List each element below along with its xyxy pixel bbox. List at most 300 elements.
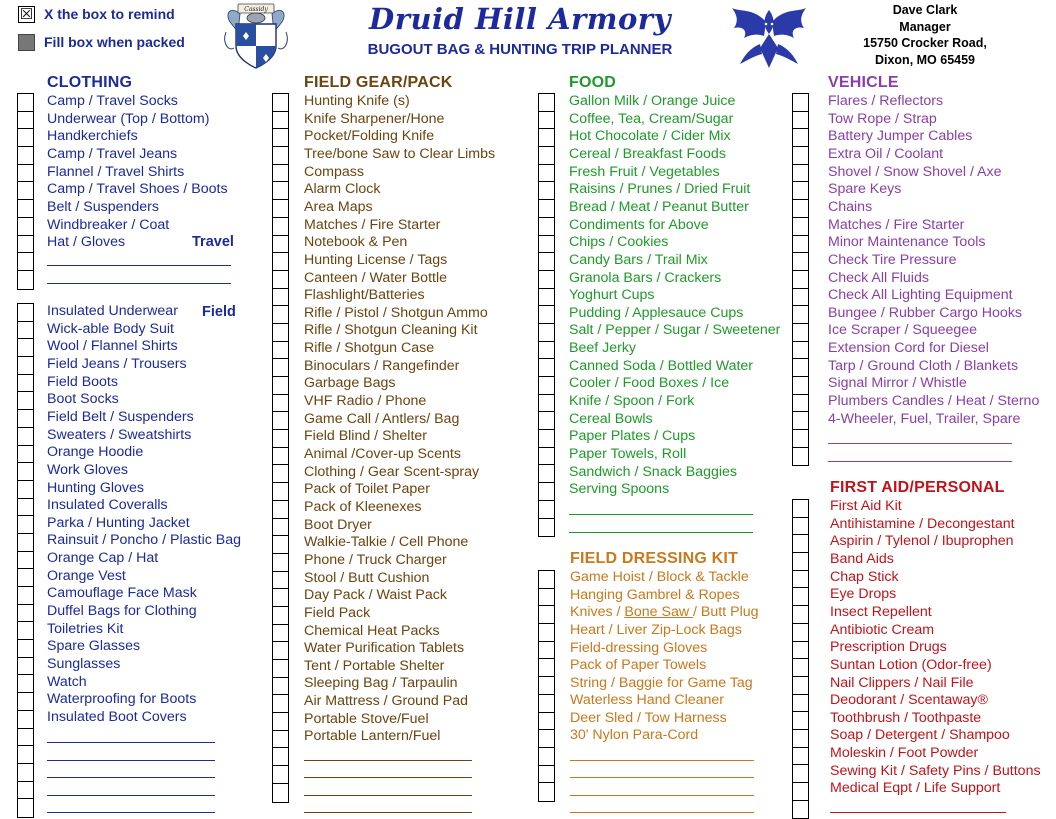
list-item: Canned Soda / Bottled Water — [569, 357, 754, 374]
list-item: Chemical Heat Packs — [304, 622, 440, 639]
contact-role: Manager — [899, 19, 951, 34]
list-item: Insect Repellent — [830, 603, 932, 620]
write-in-line[interactable] — [569, 532, 753, 533]
field-dressing-checkboxes[interactable] — [538, 570, 555, 802]
list-item: Fresh Fruit / Vegetables — [569, 163, 720, 180]
checkbox[interactable] — [793, 129, 808, 147]
list-item: 30' Nylon Para-Cord — [570, 727, 699, 743]
checkbox[interactable] — [539, 377, 554, 395]
butt-plug-text: / Butt Plug — [693, 604, 759, 620]
checkbox[interactable] — [793, 200, 808, 218]
list-item: Extension Cord for Diesel — [828, 340, 989, 357]
write-in-line[interactable] — [47, 812, 215, 813]
list-item: Candy Bars / Trail Mix — [569, 251, 708, 268]
list-item: Waterless Hand Cleaner — [570, 692, 725, 708]
checkbox[interactable] — [539, 501, 554, 519]
legend-packed — [18, 32, 185, 52]
checkbox[interactable] — [18, 428, 33, 446]
list-item: Orange Vest — [47, 567, 126, 584]
checkbox[interactable] — [793, 695, 808, 713]
checkbox[interactable] — [539, 271, 554, 289]
checkbox[interactable] — [539, 129, 554, 147]
checkbox[interactable] — [539, 766, 554, 784]
checkbox[interactable] — [18, 200, 33, 218]
list-item: Sunglasses — [47, 656, 121, 672]
checkbox[interactable] — [273, 483, 288, 501]
list-item: Orange Cap / Hat — [47, 550, 159, 567]
list-item: Eye Drops — [830, 586, 897, 603]
checkbox[interactable] — [18, 622, 33, 640]
checkbox[interactable] — [793, 500, 808, 518]
checkbox[interactable] — [539, 324, 554, 342]
checkbox[interactable] — [273, 253, 288, 271]
checkbox[interactable] — [539, 94, 554, 112]
checkbox[interactable] — [793, 395, 808, 413]
field-gear-checkboxes[interactable] — [272, 93, 289, 803]
checkbox[interactable] — [18, 410, 33, 428]
checkbox[interactable] — [273, 554, 288, 572]
list-item: Check Tire Pressure — [828, 251, 957, 268]
checkbox[interactable] — [539, 713, 554, 731]
list-item: Portable Lantern/Fuel — [304, 728, 441, 745]
list-item: Sleeping Bag / Tarpaulin — [304, 675, 458, 692]
write-in-line[interactable] — [47, 760, 215, 761]
write-in-line[interactable] — [304, 812, 472, 813]
clothing-travel-checkboxes[interactable] — [17, 93, 34, 290]
list-item: Watch — [47, 673, 87, 690]
checkbox[interactable] — [273, 165, 288, 183]
list-item: Bread / Meat / Peanut Butter — [569, 198, 749, 215]
list-item: Binoculars / Rangefinder — [304, 357, 460, 374]
checkbox[interactable] — [793, 94, 808, 112]
list-item: Shovel / Snow Shovel / Axe — [828, 163, 1002, 180]
list-item: Hunting Gloves — [47, 479, 144, 496]
checkbox[interactable] — [18, 693, 33, 711]
list-item: Prescription Drugs — [830, 639, 947, 656]
checkbox[interactable] — [18, 236, 33, 254]
checkbox[interactable] — [273, 731, 288, 749]
list-item: Wool / Flannel Shirts — [47, 338, 178, 355]
list-item: Toiletries Kit — [47, 620, 124, 637]
list-item: Field-dressing Gloves — [570, 640, 708, 656]
checkbox[interactable] — [273, 695, 288, 713]
checkbox[interactable] — [539, 342, 554, 360]
checkbox[interactable] — [18, 218, 33, 236]
first-aid-header: FIRST AID/PERSONAL — [830, 479, 1005, 496]
list-item: Stool / Butt Cushion — [304, 569, 430, 586]
list-item: Garbage Bags — [304, 375, 396, 392]
checkbox[interactable] — [793, 783, 808, 801]
list-item: Game Call / Antlers/ Bag — [304, 410, 460, 427]
checkbox[interactable] — [539, 395, 554, 413]
checkbox[interactable] — [793, 165, 808, 183]
list-item: Hunting License / Tags — [304, 251, 448, 268]
list-item: Spare Glasses — [47, 638, 141, 655]
checkbox[interactable] — [793, 412, 808, 430]
checkbox[interactable] — [793, 289, 808, 307]
checkbox[interactable] — [539, 465, 554, 483]
checkbox[interactable] — [273, 660, 288, 678]
checkbox[interactable] — [793, 553, 808, 571]
list-item: Insulated Coveralls — [47, 497, 168, 514]
write-in-line[interactable] — [47, 777, 215, 778]
field-tag: Field — [202, 304, 236, 320]
checkbox[interactable] — [18, 675, 33, 693]
page-title: Druid Hill Armory — [369, 2, 671, 36]
checkbox[interactable] — [793, 642, 808, 660]
checkbox[interactable] — [273, 501, 288, 519]
list-item: Belt / Suspenders — [47, 198, 159, 215]
checkbox[interactable] — [793, 712, 808, 730]
checkbox[interactable] — [18, 569, 33, 587]
checkbox[interactable] — [273, 536, 288, 554]
list-item: Camp / Travel Socks — [47, 93, 178, 109]
checkbox[interactable] — [273, 572, 288, 590]
checkbox[interactable] — [18, 253, 33, 271]
list-item: Chap Stick — [830, 568, 899, 585]
list-item: Work Gloves — [47, 461, 128, 478]
checkbox[interactable] — [18, 392, 33, 410]
list-item: First Aid Kit — [830, 498, 902, 514]
checkbox[interactable] — [793, 342, 808, 360]
checkbox[interactable] — [18, 129, 33, 147]
checkbox[interactable] — [793, 588, 808, 606]
contact-block — [845, 2, 1005, 68]
checkbox[interactable] — [273, 147, 288, 165]
list-item: Yoghurt Cups — [569, 287, 655, 304]
checkbox[interactable] — [273, 218, 288, 236]
checkbox[interactable] — [18, 799, 33, 817]
list-item: Sandwich / Snack Baggies — [569, 463, 737, 480]
checkbox[interactable] — [539, 359, 554, 377]
checkbox[interactable] — [18, 339, 33, 357]
list-item: Matches / Fire Starter — [828, 216, 965, 233]
list-item: Compass — [304, 163, 364, 180]
checkbox[interactable] — [539, 519, 554, 537]
list-item: Antibiotic Cream — [830, 621, 935, 638]
checkbox[interactable] — [539, 306, 554, 324]
checkbox[interactable] — [18, 729, 33, 747]
checkbox[interactable] — [539, 748, 554, 766]
write-in-line[interactable] — [828, 461, 1012, 462]
checkbox[interactable] — [18, 94, 33, 112]
checkbox[interactable] — [18, 322, 33, 340]
checkbox[interactable] — [793, 535, 808, 553]
checkbox[interactable] — [539, 218, 554, 236]
write-in-line[interactable] — [828, 443, 1012, 444]
checkbox[interactable] — [273, 430, 288, 448]
list-item: Paper Plates / Cups — [569, 428, 696, 445]
checkbox[interactable] — [273, 465, 288, 483]
checkbox[interactable] — [18, 711, 33, 729]
checkbox[interactable] — [18, 499, 33, 517]
checkbox[interactable] — [273, 412, 288, 430]
checkbox[interactable] — [273, 713, 288, 731]
checkbox[interactable] — [793, 236, 808, 254]
checkbox[interactable] — [18, 271, 33, 289]
field-dressing-header: FIELD DRESSING KIT — [570, 550, 739, 567]
list-item: Flashlight/Batteries — [304, 287, 425, 304]
checkbox[interactable] — [793, 182, 808, 200]
checkbox[interactable] — [793, 377, 808, 395]
dragon-logo — [730, 4, 808, 70]
checkbox[interactable] — [539, 182, 554, 200]
checkbox[interactable] — [273, 359, 288, 377]
checkbox[interactable] — [793, 730, 808, 748]
list-item: Tow Rope / Strap — [828, 110, 937, 127]
checkbox[interactable] — [273, 519, 288, 537]
list-item: Suntan Lotion (Odor-free) — [830, 656, 992, 673]
write-in-line[interactable] — [570, 795, 754, 796]
write-in-line[interactable] — [304, 795, 472, 796]
clothing-header: CLOTHING — [47, 74, 133, 91]
checkbox[interactable] — [273, 324, 288, 342]
list-item: Canteen / Water Bottle — [304, 269, 447, 286]
checkbox[interactable] — [539, 624, 554, 642]
checkbox[interactable] — [539, 659, 554, 677]
coat-of-arms-logo — [222, 2, 290, 72]
checkbox[interactable] — [18, 764, 33, 782]
checkbox[interactable] — [793, 306, 808, 324]
list-item: Plumbers Candles / Heat / Sterno — [828, 393, 1040, 410]
page-subtitle: BUGOUT BAG & HUNTING TRIP PLANNER — [367, 41, 673, 58]
list-item: Tent / Portable Shelter — [304, 657, 445, 674]
checkbox[interactable] — [539, 289, 554, 307]
checkbox[interactable] — [539, 448, 554, 466]
crest-motto: Cassidy — [244, 6, 268, 13]
checkbox[interactable] — [793, 606, 808, 624]
list-item: Minor Maintenance Tools — [828, 234, 986, 251]
list-item: Chips / Cookies — [569, 234, 669, 251]
checkbox[interactable] — [273, 625, 288, 643]
checkbox[interactable] — [273, 766, 288, 784]
list-item: Handkerchiefs — [47, 128, 138, 145]
list-item-knives — [570, 604, 759, 622]
list-item: Ice Scraper / Squeegee — [828, 322, 978, 339]
list-item: Pack of Paper Towels — [570, 657, 707, 673]
checkbox[interactable] — [18, 182, 33, 200]
list-item: Flares / Reflectors — [828, 93, 944, 109]
checkbox[interactable] — [793, 659, 808, 677]
checkbox[interactable] — [793, 765, 808, 783]
list-item: Rifle / Shotgun Case — [304, 340, 435, 357]
checkbox[interactable] — [273, 377, 288, 395]
list-item: Camp / Travel Shoes / Boots — [47, 181, 228, 198]
write-in-line[interactable] — [47, 265, 231, 266]
list-item: Chains — [828, 198, 873, 215]
checkbox[interactable] — [539, 430, 554, 448]
list-item: Game Hoist / Block & Tackle — [570, 569, 749, 585]
checkbox[interactable] — [539, 677, 554, 695]
list-item: Bungee / Rubber Cargo Hooks — [828, 304, 1023, 321]
list-item: Battery Jumper Cables — [828, 128, 973, 145]
contact-address: 15750 Crocker Road, — [863, 36, 987, 50]
checkbox[interactable] — [793, 571, 808, 589]
list-item: Rifle / Pistol / Shotgun Ammo — [304, 304, 488, 321]
list-item: Field Pack — [304, 604, 371, 621]
list-item: Duffel Bags for Clothing — [47, 603, 197, 620]
checkbox[interactable] — [539, 412, 554, 430]
checkbox[interactable] — [18, 375, 33, 393]
list-item: Portable Stove/Fuel — [304, 710, 429, 727]
checkbox[interactable] — [539, 695, 554, 713]
checkbox[interactable] — [793, 112, 808, 130]
checkbox[interactable] — [793, 218, 808, 236]
checkbox[interactable] — [793, 147, 808, 165]
checkbox[interactable] — [539, 730, 554, 748]
food-checkboxes[interactable] — [538, 93, 555, 537]
checkbox[interactable] — [539, 783, 554, 801]
list-item: Insulated Boot Covers — [47, 708, 187, 725]
checkbox[interactable] — [273, 289, 288, 307]
list-item: Heart / Liver Zip-Lock Bags — [570, 622, 742, 638]
checkbox[interactable] — [18, 165, 33, 183]
write-in-line[interactable] — [304, 777, 472, 778]
checkbox[interactable] — [273, 589, 288, 607]
checkbox[interactable] — [273, 182, 288, 200]
checkbox[interactable] — [18, 640, 33, 658]
checkbox[interactable] — [539, 606, 554, 624]
checkbox[interactable] — [273, 784, 288, 802]
write-in-line[interactable] — [570, 777, 754, 778]
list-item: Rifle / Shotgun Cleaning Kit — [304, 322, 478, 339]
checkbox[interactable] — [539, 165, 554, 183]
checkbox[interactable] — [273, 607, 288, 625]
list-item: Field Blind / Shelter — [304, 428, 428, 445]
checked-box-icon: ☒ — [19, 5, 34, 23]
checkbox[interactable] — [18, 746, 33, 764]
checkbox[interactable] — [273, 112, 288, 130]
checkbox[interactable] — [18, 112, 33, 130]
food-header: FOOD — [569, 74, 617, 91]
checkbox[interactable] — [539, 483, 554, 501]
checkbox[interactable] — [793, 677, 808, 695]
checkbox[interactable] — [18, 658, 33, 676]
checkbox[interactable] — [793, 518, 808, 536]
checkbox[interactable] — [18, 481, 33, 499]
checkbox[interactable] — [273, 678, 288, 696]
list-item: Soap / Detergent / Shampoo — [830, 727, 1010, 744]
checkbox[interactable] — [273, 642, 288, 660]
checkbox[interactable] — [793, 448, 808, 466]
write-in-line[interactable] — [47, 283, 231, 284]
checkbox[interactable] — [539, 236, 554, 254]
list-item: Animal /Cover-up Scents — [304, 446, 461, 462]
checkbox[interactable] — [273, 271, 288, 289]
list-item: Rainsuit / Poncho / Plastic Bag — [47, 532, 241, 549]
write-in-line[interactable] — [47, 795, 215, 796]
checkbox[interactable] — [793, 624, 808, 642]
checkbox[interactable] — [273, 748, 288, 766]
write-in-line[interactable] — [47, 742, 215, 743]
checkbox[interactable] — [273, 236, 288, 254]
list-item: Serving Spoons — [569, 481, 670, 498]
list-item: Medical Eqpt / Life Support — [830, 780, 1001, 797]
checkbox[interactable] — [539, 112, 554, 130]
checkbox[interactable] — [18, 605, 33, 623]
vehicle-checkboxes[interactable] — [792, 93, 809, 466]
checkbox[interactable] — [539, 571, 554, 589]
checkbox[interactable] — [18, 304, 33, 322]
write-in-line[interactable] — [569, 514, 753, 515]
list-item: Cereal Bowls — [569, 410, 653, 427]
list-item: Windbreaker / Coat — [47, 216, 170, 233]
clothing-field-checkboxes[interactable] — [17, 303, 34, 818]
write-in-line[interactable] — [570, 812, 754, 813]
list-item: Raisins / Prunes / Dried Fruit — [569, 181, 751, 198]
list-item: Pocket/Folding Knife — [304, 128, 435, 145]
list-item: Field Jeans / Trousers — [47, 355, 187, 372]
list-item: Spare Keys — [828, 181, 902, 198]
checkbox[interactable] — [18, 552, 33, 570]
checkbox[interactable] — [18, 147, 33, 165]
checkbox[interactable] — [18, 463, 33, 481]
checkbox[interactable] — [539, 589, 554, 607]
list-item: Phone / Truck Charger — [304, 551, 447, 568]
checkbox[interactable] — [273, 342, 288, 360]
list-item: String / Baggie for Game Tag — [570, 675, 753, 691]
checkbox[interactable] — [793, 324, 808, 342]
checkbox[interactable] — [18, 446, 33, 464]
write-in-line[interactable] — [304, 760, 472, 761]
checkbox[interactable] — [793, 359, 808, 377]
list-item: Antihistamine / Decongestant — [830, 515, 1015, 532]
bone-saw-text: Bone Saw — [624, 604, 694, 620]
list-item: Water Purification Tablets — [304, 640, 465, 657]
checkbox[interactable] — [539, 147, 554, 165]
travel-tag: Travel — [192, 234, 234, 250]
checkbox[interactable] — [793, 253, 808, 271]
checkbox[interactable] — [18, 587, 33, 605]
checkbox[interactable] — [793, 748, 808, 766]
checkbox[interactable] — [273, 129, 288, 147]
first-aid-checkboxes[interactable] — [792, 499, 809, 819]
list-item: Field Belt / Suspenders — [47, 408, 194, 425]
checkbox[interactable] — [273, 94, 288, 112]
list-item: VHF Radio / Phone — [304, 393, 427, 410]
checkbox[interactable] — [793, 271, 808, 289]
contact-city: Dixon, MO 65459 — [874, 52, 976, 67]
checkbox[interactable] — [539, 200, 554, 218]
list-item: Wick-able Body Suit — [47, 320, 174, 337]
checkbox[interactable] — [18, 782, 33, 800]
list-item: Camp / Travel Jeans — [47, 145, 178, 162]
list-item: Alarm Clock — [304, 181, 381, 198]
checkbox[interactable] — [539, 642, 554, 660]
list-item: Day Pack / Waist Pack — [304, 587, 447, 604]
list-item: Signal Mirror / Whistle — [828, 375, 967, 392]
checkbox[interactable] — [18, 534, 33, 552]
checkbox[interactable] — [273, 395, 288, 413]
checkbox[interactable] — [273, 200, 288, 218]
checkbox[interactable] — [793, 430, 808, 448]
list-item: Aspirin / Tylenol / Ibuprophen — [830, 533, 1014, 550]
write-in-line[interactable] — [570, 760, 754, 761]
checkbox[interactable] — [539, 253, 554, 271]
checkbox[interactable] — [18, 357, 33, 375]
checkbox[interactable] — [273, 448, 288, 466]
list-item: Matches / Fire Starter — [304, 216, 441, 233]
list-item: Pack of Toilet Paper — [304, 481, 430, 498]
checkbox[interactable] — [273, 306, 288, 324]
checkbox[interactable] — [18, 516, 33, 534]
list-item: Check All Lighting Equipment — [828, 287, 1013, 304]
list-item: Sweaters / Sweatshirts — [47, 426, 192, 443]
write-in-line[interactable] — [830, 812, 1006, 813]
legend-remind — [18, 4, 175, 24]
list-item: Boot Socks — [47, 391, 119, 408]
list-item: Nail Clippers / Nail File — [830, 674, 974, 691]
